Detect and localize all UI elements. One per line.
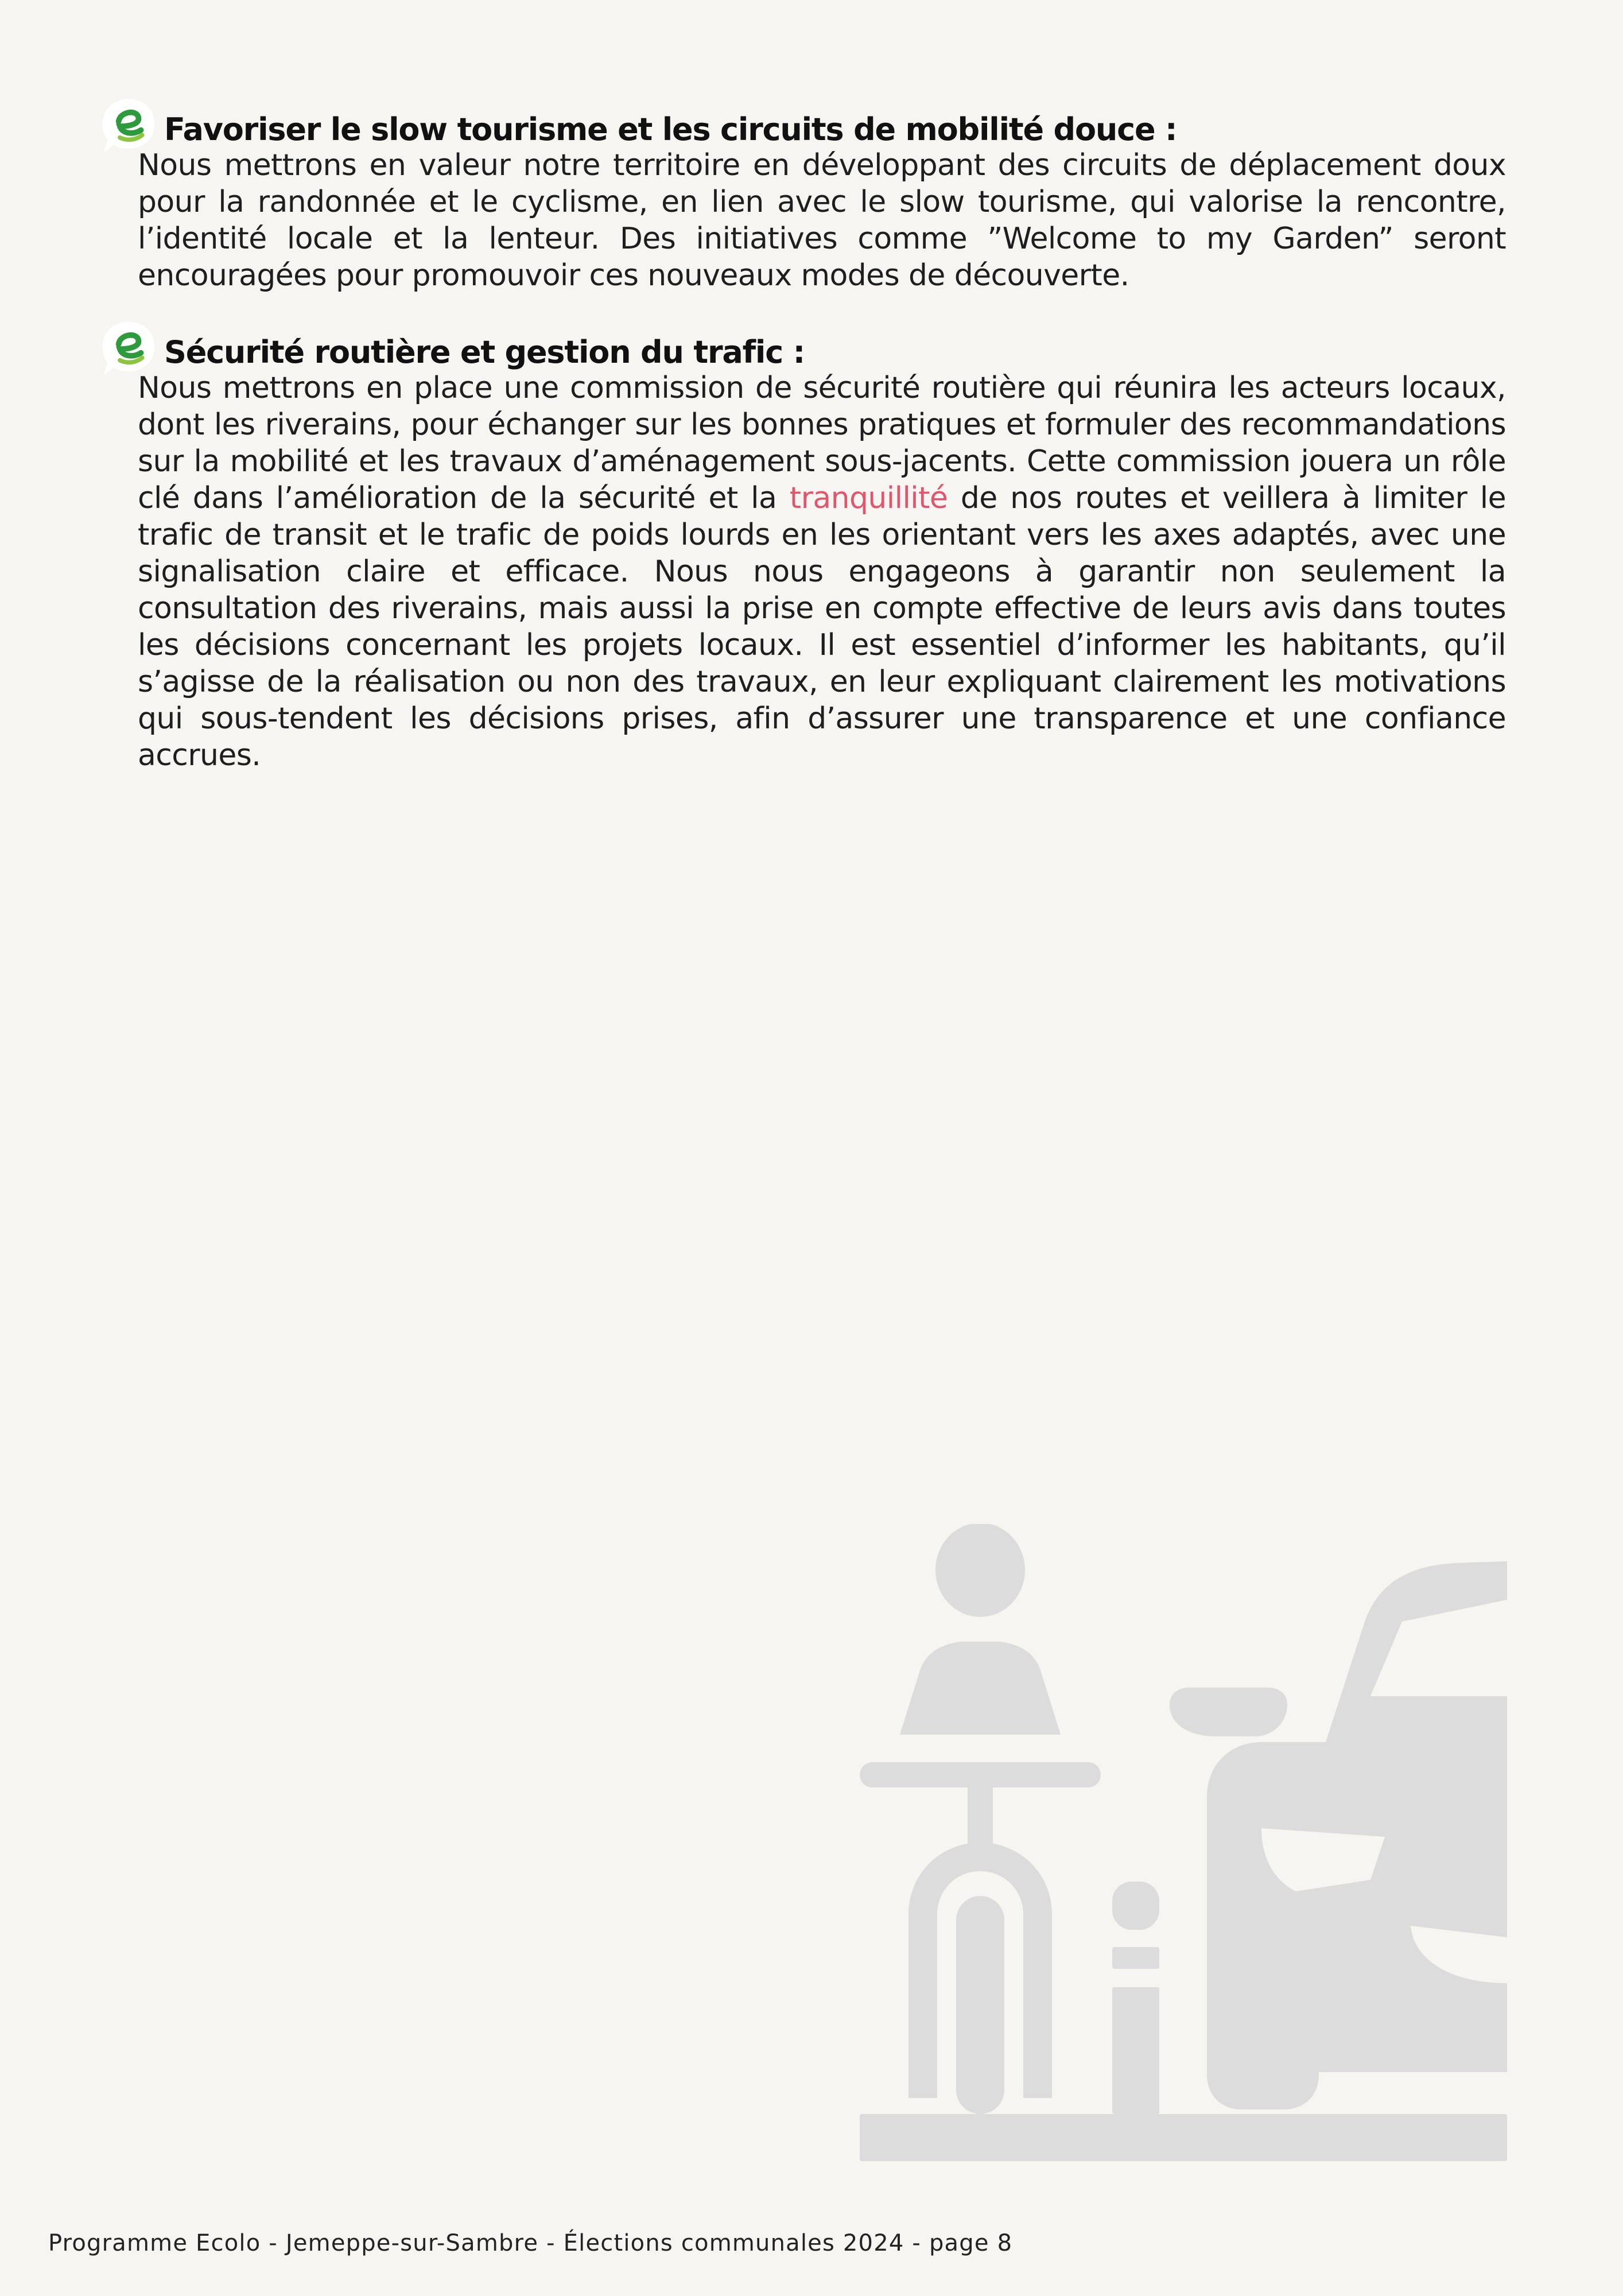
side-mirror: [1170, 1688, 1287, 1736]
section-heading-text: Favoriser le slow tourisme et les circuits de mobilité douce :: [164, 111, 1177, 148]
pole-middle: [1112, 1947, 1159, 1969]
front-wheel-tyre: [956, 1896, 1004, 2114]
body-text-after: de nos routes et veillera à limiter le trafic de transit et le trafic de poids lourds en les orientant vers les axes adaptés, avec une signalisation claire et efficace. Nous nous engageons à garantir non seulement la consultation des riverains, mais aussi la prise en compte effective de leurs avis dans toutes les décisions concernant les projets locaux. Il est essentiel d’informer les habitants, qu’il s’agisse de la réalisation ou non des travaux, en leur expliquant clairement les motivations qui sous-tendent les décisions prises, afin d’assurer une transparence et une confiance accrues.: [138, 481, 1506, 773]
cyclist-head: [935, 1524, 1025, 1617]
section-heading: [115, 332, 1506, 372]
pole-bottom: [1112, 1987, 1159, 2114]
section-body: Nous mettrons en valeur notre territoire en développant des circuits de déplacement doux pour la randonnée et le cyclisme, en lien avec le slow tourisme, qui valorise la rencontre, l’identité locale et la lenteur. Des initiatives comme ”Welcome to my Garden” seront encouragées pour promouvoir ces nouveaux modes de découverte.: [138, 148, 1506, 293]
highlighted-word: tranquillité: [789, 481, 948, 515]
cyclist-body: [900, 1642, 1061, 1735]
fork-stem: [968, 1779, 993, 1848]
cyclist-and-car-icon: [860, 1524, 1507, 2161]
ground-line: [860, 2114, 1507, 2161]
section-slow-tourism: [138, 109, 1506, 294]
section-road-safety: [138, 332, 1506, 774]
pole-top: [1112, 1882, 1159, 1930]
body-text-before: Nous mettrons en place une commission de sécurité routière qui réunira les acteurs locaux, dont les riverains, pour échanger sur les bonnes pratiques et formuler des recommandations sur la mobilité et les travaux d’aménagement sous-jacents. Cette commission jouera un rôle clé dans l’amélioration de la sécurité et la: [138, 371, 1506, 515]
section-heading-text: Sécurité routière et gestion du trafic :: [164, 333, 805, 370]
section-heading: [115, 109, 1506, 149]
page-footer: Programme Ecolo - Jemeppe-sur-Sambre - Élections communales 2024 - page 8: [48, 2230, 1013, 2256]
section-body: [138, 370, 1506, 774]
